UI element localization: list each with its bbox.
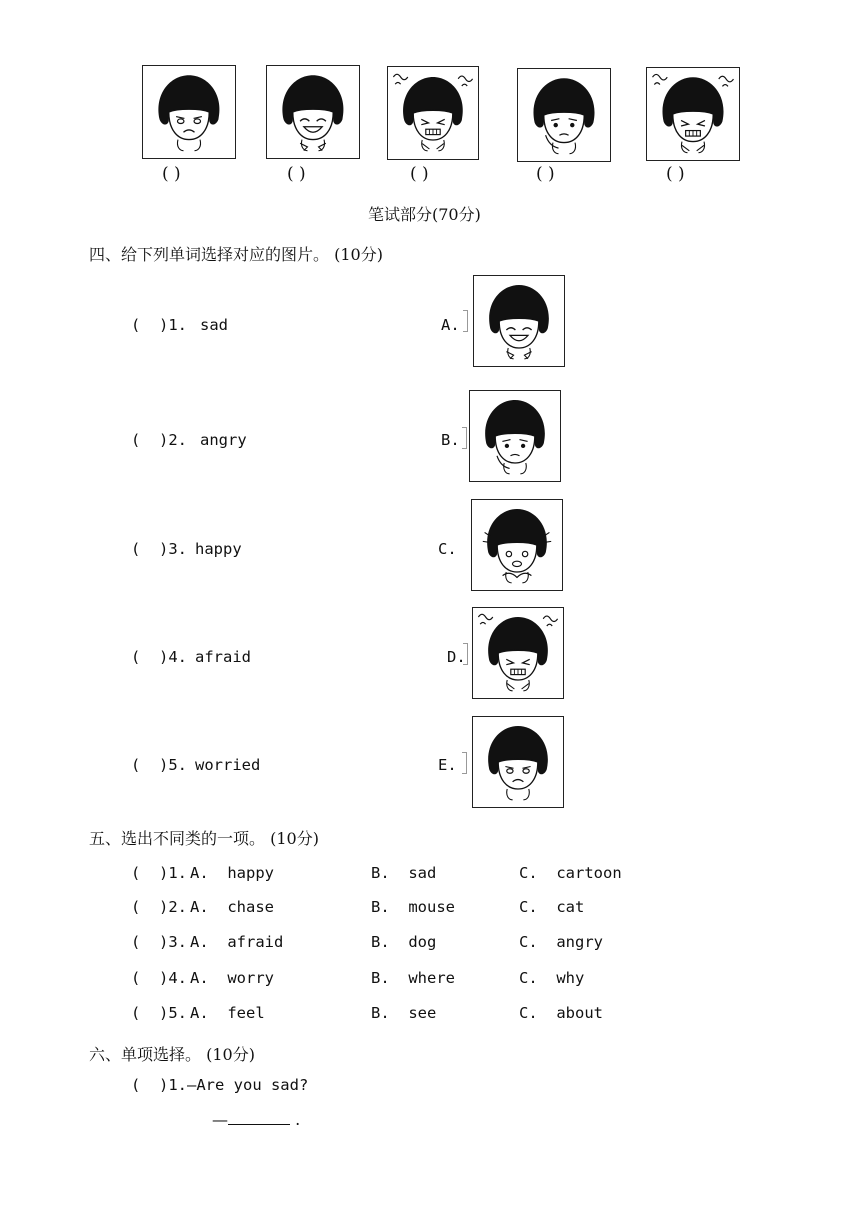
bracket-mark — [462, 752, 467, 774]
section5-row-2-option-b: B. mouse — [371, 898, 455, 916]
section6-heading: 六、单项选择。 (10分) — [89, 1045, 255, 1064]
face-image-angry-steam — [387, 66, 479, 160]
section4-option-e: E. — [438, 756, 457, 774]
answer-paren-5[interactable]: ( ) — [666, 164, 685, 184]
face-image-angry — [646, 67, 740, 161]
answer-period: . — [295, 1110, 301, 1129]
section4-option-a: A. — [441, 316, 460, 334]
section5-row-3-number[interactable]: ( )3. — [131, 933, 187, 951]
section5-row-3-option-b: B. dog — [371, 933, 437, 951]
section5-row-2-number[interactable]: ( )2. — [131, 898, 187, 916]
section5-row-2-option-a: A. chase — [190, 898, 274, 916]
section5-row-1-option-a: A. happy — [190, 864, 274, 882]
section4-option-d: D. — [447, 648, 466, 666]
answer-paren-4[interactable]: ( ) — [536, 164, 555, 184]
section4-item-1-number[interactable]: ( )1. — [131, 316, 187, 334]
option-c-afraid-picture — [471, 499, 563, 591]
happy-face-icon — [267, 66, 359, 158]
angry-face-icon — [647, 68, 739, 160]
section5-row-1-number[interactable]: ( )1. — [131, 864, 187, 882]
option-e-sad-picture — [472, 716, 564, 808]
section5-row-5-option-a: A. feel — [190, 1004, 265, 1022]
section5-row-4-option-a: A. worry — [190, 969, 274, 987]
section4-item-4-number[interactable]: ( )4. — [131, 648, 187, 666]
face-image-happy — [266, 65, 360, 159]
section4-item-4-word: afraid — [195, 648, 251, 666]
bracket-mark — [463, 310, 468, 332]
worried-face-icon — [470, 391, 560, 481]
section4-heading: 四、给下列单词选择对应的图片。 (10分) — [89, 245, 383, 264]
section4-item-5-number[interactable]: ( )5. — [131, 756, 187, 774]
answer-paren-2[interactable]: ( ) — [287, 164, 306, 184]
section5-row-2-option-c: C. cat — [519, 898, 585, 916]
section6-question-1: ( )1.—Are you sad? — [131, 1076, 309, 1094]
section4-item-2-number[interactable]: ( )2. — [131, 431, 187, 449]
option-a-happy-picture — [473, 275, 565, 367]
section5-row-5-option-b: B. see — [371, 1004, 437, 1022]
section4-item-3-word: happy — [195, 540, 242, 558]
sad-face-icon — [143, 66, 235, 158]
answer-blank[interactable] — [228, 1110, 290, 1125]
section5-row-1-option-b: B. sad — [371, 864, 437, 882]
answer-paren-1[interactable]: ( ) — [162, 164, 181, 184]
section4-option-c: C. — [438, 540, 457, 558]
bracket-mark — [462, 427, 467, 449]
written-section-title: 笔试部分(70分) — [368, 205, 481, 224]
section5-row-4-number[interactable]: ( )4. — [131, 969, 187, 987]
answer-dash: — — [212, 1110, 228, 1129]
angry-steam-face-icon — [473, 608, 563, 698]
worried-face-icon — [518, 69, 610, 161]
answer-paren-3[interactable]: ( ) — [410, 164, 429, 184]
section4-item-2-word: angry — [200, 431, 247, 449]
option-d-angry-picture — [472, 607, 564, 699]
section4-item-1-word: sad — [200, 316, 228, 334]
section5-row-4-option-b: B. where — [371, 969, 455, 987]
sad-face-icon — [473, 717, 563, 807]
face-image-sad — [142, 65, 236, 159]
bracket-mark — [463, 643, 468, 665]
section4-item-3-number[interactable]: ( )3. — [131, 540, 187, 558]
section5-heading: 五、选出不同类的一项。 (10分) — [89, 829, 319, 848]
section5-row-4-option-c: C. why — [519, 969, 585, 987]
section4-option-b: B. — [441, 431, 460, 449]
section5-row-1-option-c: C. cartoon — [519, 864, 622, 882]
face-image-worried — [517, 68, 611, 162]
section5-row-5-number[interactable]: ( )5. — [131, 1004, 187, 1022]
afraid-face-icon — [472, 500, 562, 590]
angry-steam-face-icon — [388, 67, 478, 159]
happy-face-icon — [474, 276, 564, 366]
section6-answer-line — [212, 1110, 300, 1129]
option-b-worried-picture — [469, 390, 561, 482]
section5-row-3-option-a: A. afraid — [190, 933, 284, 951]
section5-row-5-option-c: C. about — [519, 1004, 603, 1022]
section4-item-5-word: worried — [195, 756, 261, 774]
section5-row-3-option-c: C. angry — [519, 933, 603, 951]
